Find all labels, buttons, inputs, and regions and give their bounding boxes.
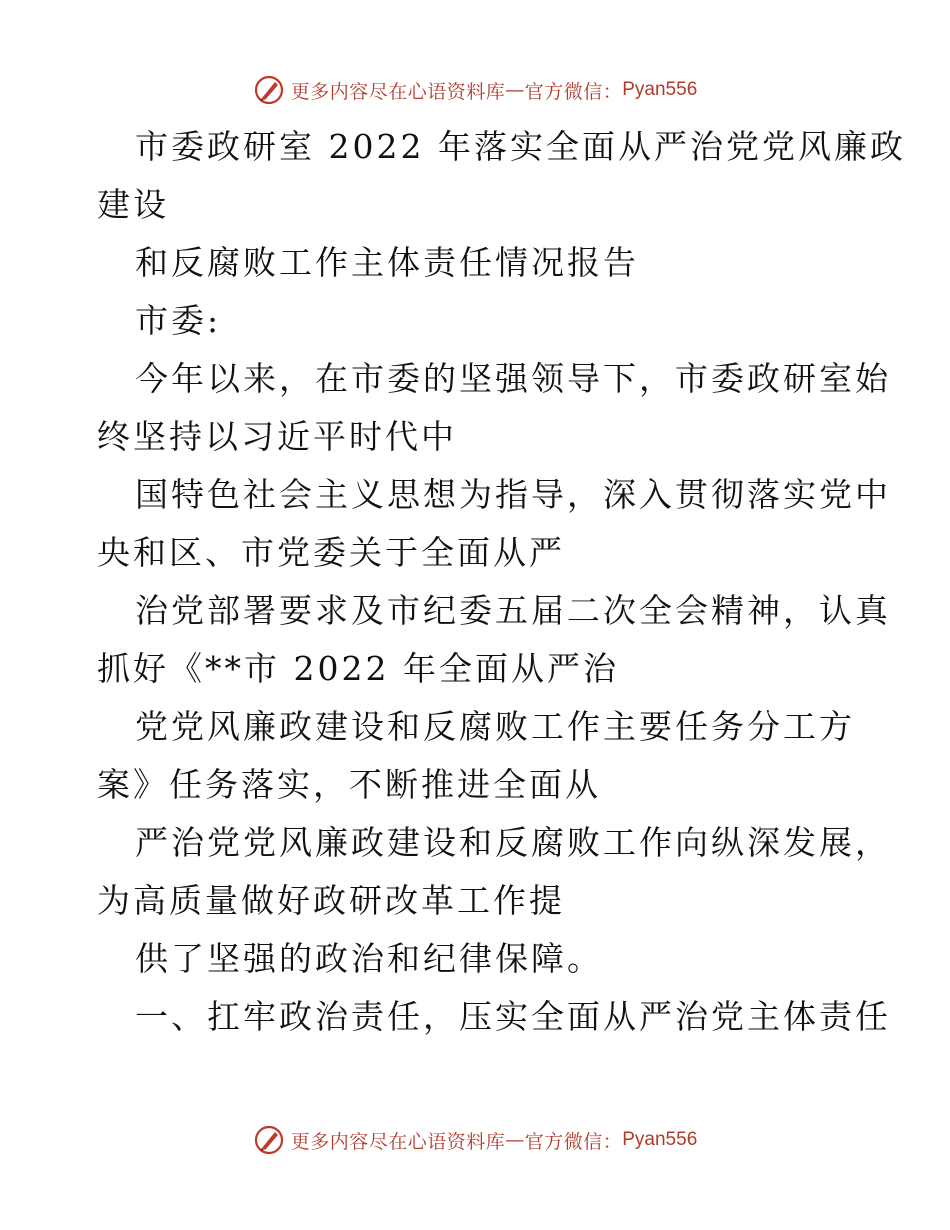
salutation: 市委: (135, 301, 222, 340)
section-heading-1: 一、扛牢政治责任，压实全面从严治党主体责任 (135, 997, 891, 1036)
watermark-banner-bottom (0, 1120, 950, 1160)
watermark-wechat-prefix: 官方微信： (524, 80, 623, 103)
watermark-dash: — (505, 79, 525, 101)
paragraph-line: 今年以来，在市委的坚强领导下，市委政研室始 (135, 359, 891, 398)
quill-logo-icon (253, 1124, 285, 1156)
paragraph-line: 供了坚强的政治和纪律保障。 (135, 939, 603, 978)
title-line-2: 建设 (97, 185, 169, 224)
paragraph-line: 抓好《**市 2022 年全面从严治 (97, 649, 619, 688)
paragraph-line: 终坚持以习近平时代中 (97, 417, 457, 456)
watermark-dash: — (505, 1129, 525, 1151)
paragraph-line: 党党风廉政建设和反腐败工作主要任务分工方 (135, 707, 855, 746)
paragraph-line: 案》任务落实，不断推进全面从 (97, 765, 601, 804)
watermark-wechat-id: Pyan556 (622, 79, 698, 100)
paragraph-line: 央和区、市党委关于全面从严 (97, 533, 565, 572)
paragraph-line: 国特色社会主义思想为指导，深入贯彻落实党中 (135, 475, 891, 514)
paragraph-line: 为高质量做好政研改革工作提 (97, 881, 565, 920)
paragraph-line: 治党部署要求及市纪委五届二次全会精神，认真 (135, 591, 891, 630)
paragraph-line: 严治党党风廉政建设和反腐败工作向纵深发展， (135, 823, 891, 862)
watermark-wechat-prefix: 官方微信： (524, 1130, 623, 1153)
document-body (97, 118, 906, 1046)
quill-logo-icon (253, 74, 285, 106)
watermark-wechat-id: Pyan556 (622, 1129, 698, 1150)
watermark-brand: 更多内容尽在心语资料库 (290, 1130, 506, 1153)
title-line-3: 和反腐败工作主体责任情况报告 (135, 243, 639, 282)
watermark-brand: 更多内容尽在心语资料库 (290, 80, 506, 103)
watermark-banner-top (0, 70, 950, 110)
title-line-1: 市委政研室 2022 年落实全面从严治党党风廉政 (135, 127, 906, 166)
